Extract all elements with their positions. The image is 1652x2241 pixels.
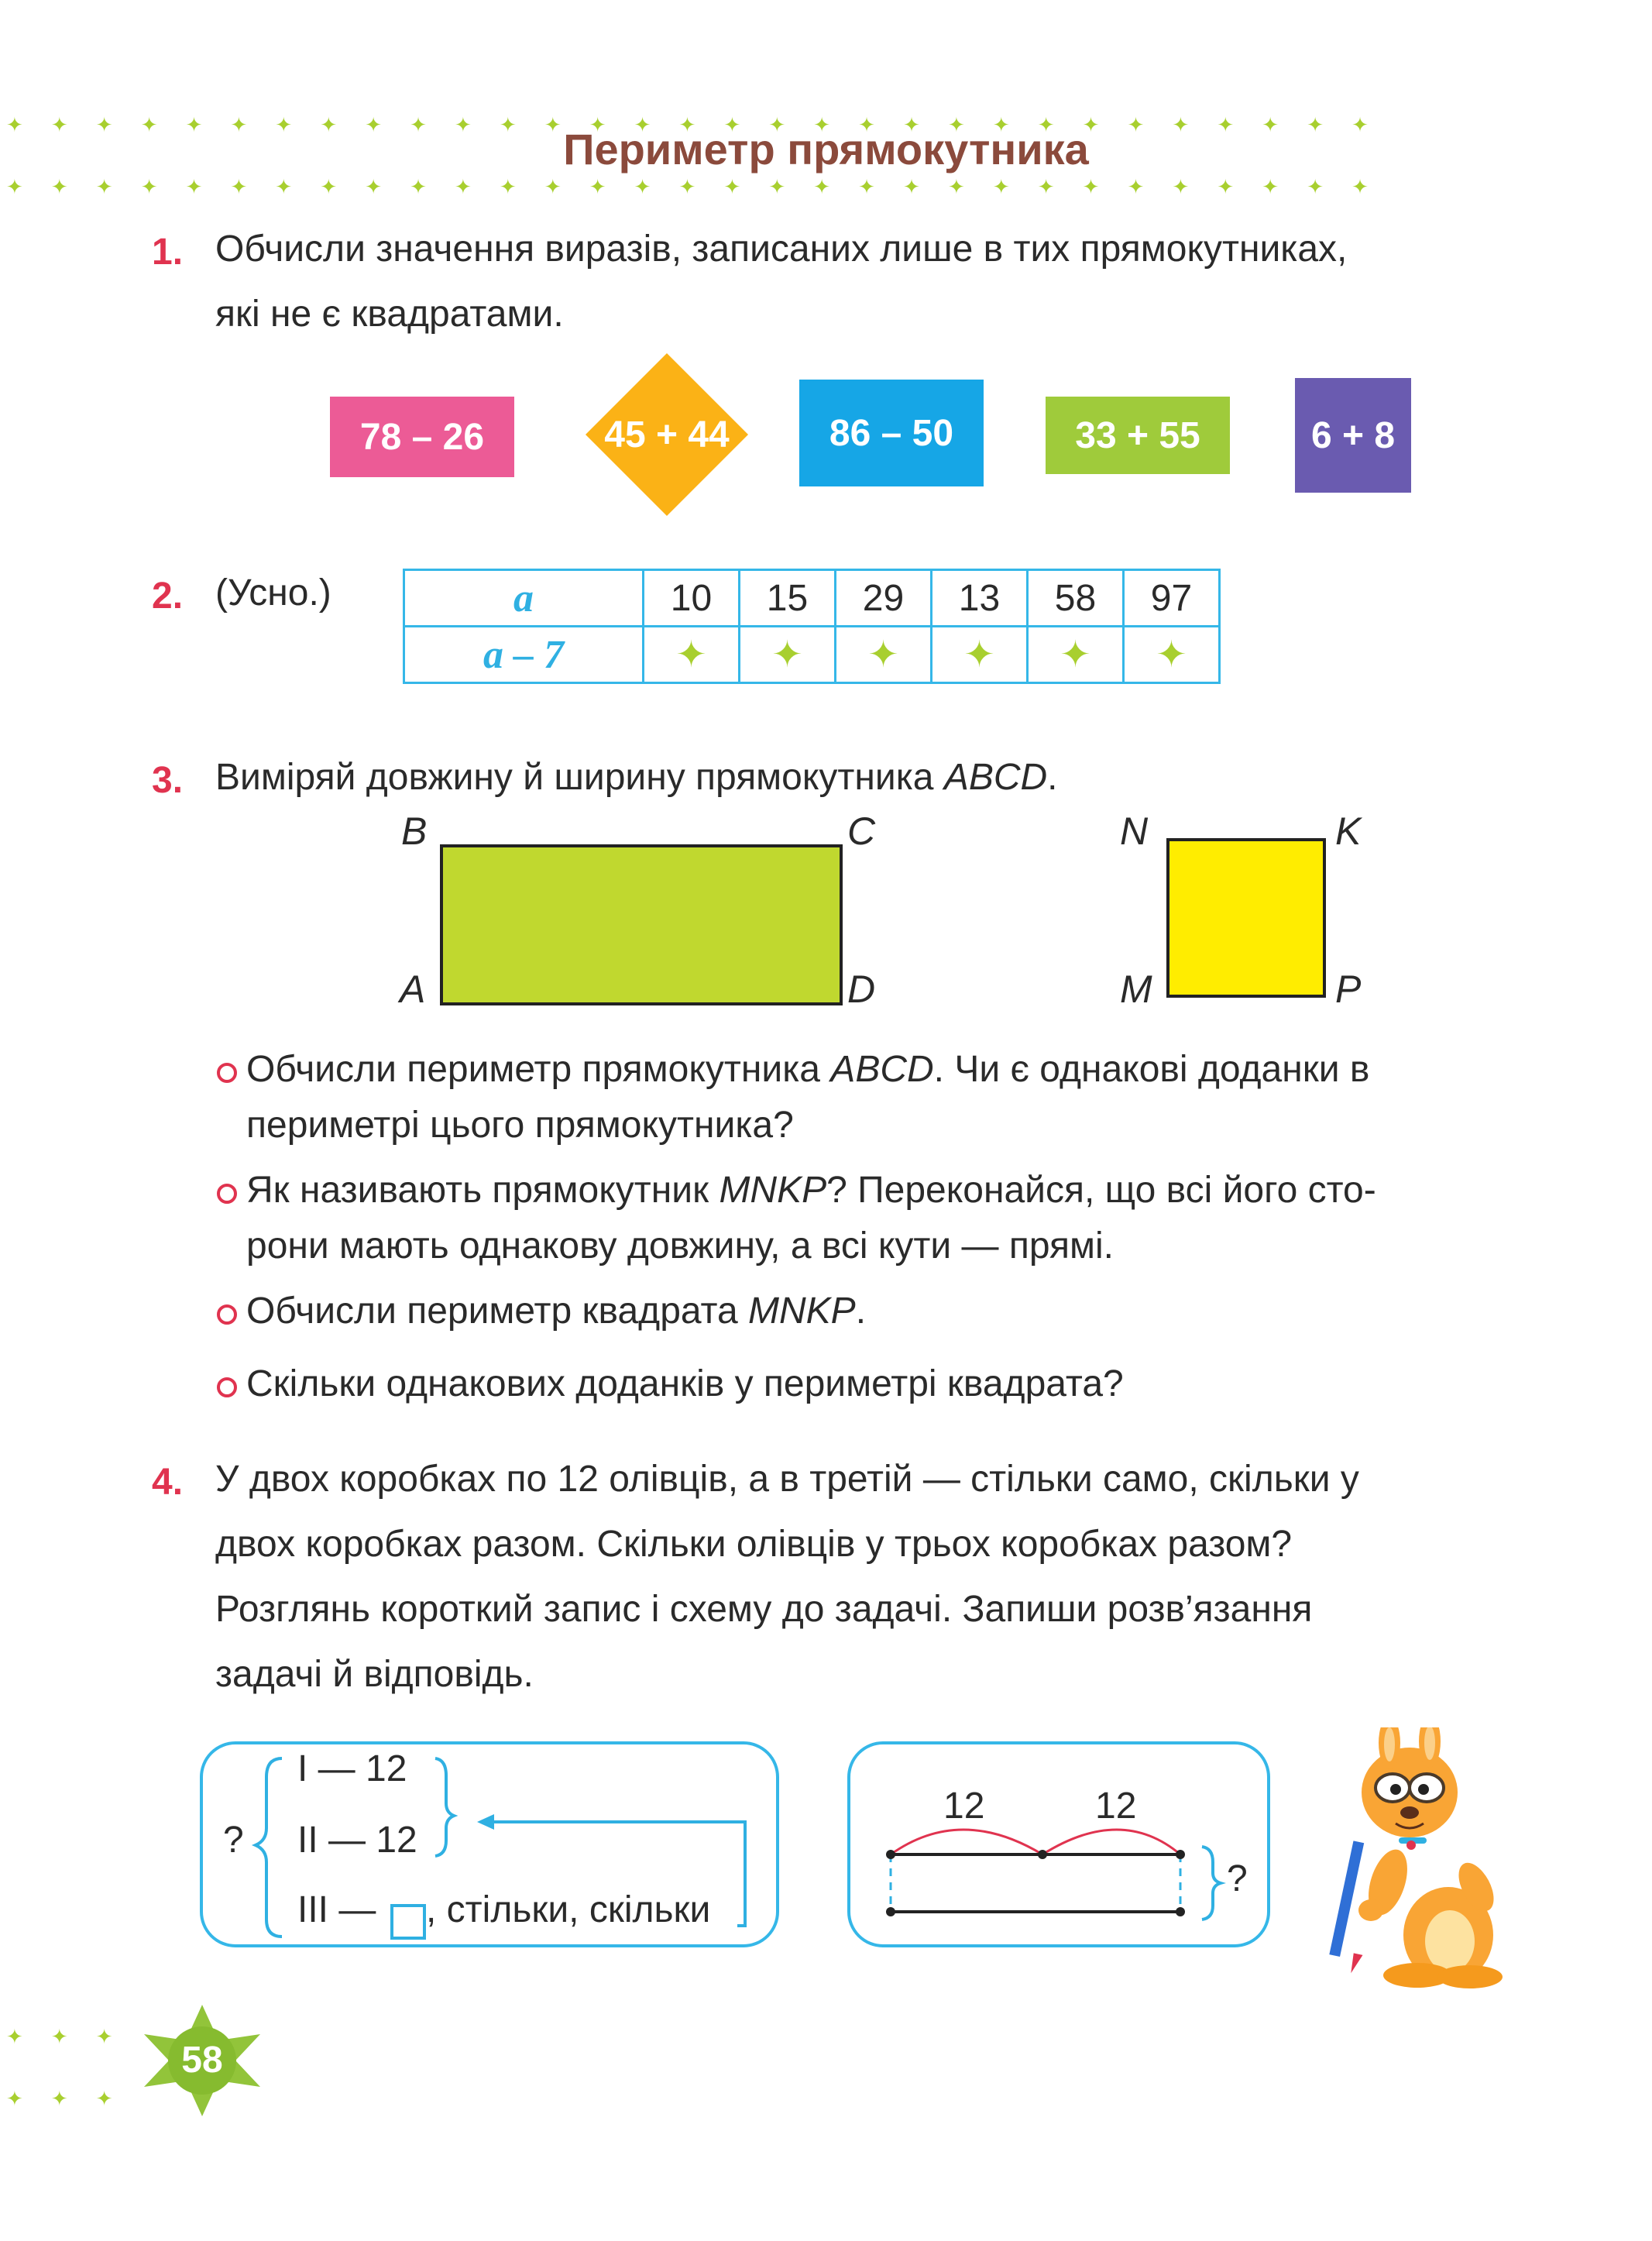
table-cell: 97	[1124, 570, 1220, 627]
vertex-label-m: M	[1120, 968, 1152, 1011]
bullet-icon	[217, 1063, 237, 1083]
star-icon: ✦	[1060, 634, 1091, 675]
task2-label: (Усно.)	[215, 572, 331, 614]
expression-diamond-label: 45 + 44	[604, 414, 730, 455]
expression-box-purple: 6 + 8	[1295, 378, 1411, 493]
table-cell: 15	[740, 570, 836, 627]
table-cell: 10	[644, 570, 740, 627]
short-record-row1: I — 12	[297, 1748, 407, 1789]
scheme-segment-1: 12	[943, 1786, 985, 1827]
decorative-stars-top-1: ✦ ✦ ✦ ✦ ✦ ✦ ✦ ✦ ✦ ✦ ✦ ✦ ✦ ✦ ✦ ✦ ✦ ✦ ✦ ✦ ✦ ✦ ✦ ✦ ✦ ✦ ✦ ✦ ✦ ✦ ✦	[6, 113, 1369, 136]
table-cell: 13	[932, 570, 1028, 627]
vertex-label-d: D	[847, 968, 876, 1011]
task4-line1: У двох коробках по 12 олівців, а в третій — стільки само, скільки у	[215, 1459, 1359, 1500]
task4-line2: двох коробках разом. Скільки олівців у трьох коробках разом?	[215, 1524, 1293, 1565]
task4-line3: Розглянь короткий запис і схему до задачі. Запиши розв’язання	[215, 1589, 1313, 1630]
table-blank-cell[interactable]	[1028, 627, 1124, 683]
expression-diamond-orange	[586, 353, 748, 516]
table-blank-cell[interactable]	[1124, 627, 1220, 683]
short-record-row2: II — 12	[297, 1820, 417, 1861]
task2-number: 2.	[152, 576, 184, 617]
task4-number: 4.	[152, 1462, 184, 1503]
table-cell: 58	[1028, 570, 1124, 627]
table-blank-cell[interactable]	[644, 627, 740, 683]
task2-table	[403, 569, 1221, 684]
bullet-icon	[217, 1377, 237, 1397]
table-header-a-minus-7: a – 7	[404, 627, 644, 683]
task1-number: 1.	[152, 232, 184, 273]
vertex-label-p: P	[1335, 968, 1362, 1011]
bullet-text-4: Скільки однакових доданків у периметрі квадрата?	[246, 1363, 1124, 1404]
task1-line1: Обчисли значення виразів, записаних лише в тих прямокутниках,	[215, 229, 1348, 270]
star-icon: ✦	[1156, 634, 1187, 675]
scheme-segment-2: 12	[1095, 1786, 1137, 1827]
star-icon: ✦	[867, 634, 899, 675]
scheme-question: ?	[1227, 1858, 1248, 1899]
table-cell: 29	[836, 570, 932, 627]
decorative-stars-bottom-1: ✦ ✦ ✦	[6, 2025, 113, 2048]
short-record-row3-suffix: , стільки, скільки	[426, 1889, 711, 1930]
expression-box-green: 33 + 55	[1046, 397, 1230, 474]
star-icon: ✦	[771, 634, 803, 675]
short-record-row3-prefix: III —	[297, 1889, 376, 1930]
vertex-label-k: K	[1335, 809, 1362, 853]
table-blank-cell[interactable]	[836, 627, 932, 683]
vertex-label-b: B	[401, 809, 428, 853]
page-number: 58	[181, 2040, 223, 2081]
bullet-icon	[217, 1304, 237, 1325]
task4-line4: задачі й відповідь.	[215, 1654, 534, 1695]
decorative-stars-top-2: ✦ ✦ ✦ ✦ ✦ ✦ ✦ ✦ ✦ ✦ ✦ ✦ ✦ ✦ ✦ ✦ ✦ ✦ ✦ ✦ ✦ ✦ ✦ ✦ ✦ ✦ ✦ ✦ ✦ ✦ ✦	[6, 175, 1369, 198]
square-mnkp	[1166, 838, 1326, 998]
star-icon: ✦	[675, 634, 707, 675]
bullet-text-3: Обчисли периметр квадрата MNKP.	[246, 1291, 867, 1332]
rectangle-abcd	[440, 844, 843, 1005]
bullet-text-2: Як називають прямокутник MNKP? Переконайся, що всі його сто- рони мають однакову довжину, а всі кути — прямі.	[246, 1170, 1376, 1267]
short-record-question: ?	[223, 1820, 244, 1861]
page-title: Периметр прямокутника	[563, 125, 1089, 174]
table-blank-cell[interactable]	[932, 627, 1028, 683]
table-blank-cell[interactable]	[740, 627, 836, 683]
expression-box-blue: 86 – 50	[799, 380, 984, 486]
task3-text: Виміряй довжину й ширину прямокутника ABCD.	[215, 757, 1058, 798]
vertex-label-n: N	[1120, 809, 1149, 853]
star-icon: ✦	[963, 634, 995, 675]
task1-line2: які не є квадратами.	[215, 294, 564, 335]
expression-box-pink: 78 – 26	[330, 397, 514, 477]
task3-number: 3.	[152, 760, 184, 801]
scheme-diagram	[847, 1741, 1270, 1947]
bullet-text-1: Обчисли периметр прямокутника ABCD. Чи є однакові доданки в периметрі цього прямокутника?	[246, 1049, 1370, 1146]
table-header-a: a	[404, 570, 644, 627]
vertex-label-a: A	[400, 968, 426, 1011]
bullet-icon	[217, 1184, 237, 1204]
decorative-stars-bottom-2: ✦ ✦ ✦	[6, 2087, 113, 2110]
kangaroo-mascot-illustration	[1324, 1727, 1510, 1991]
vertex-label-c: C	[847, 809, 876, 853]
